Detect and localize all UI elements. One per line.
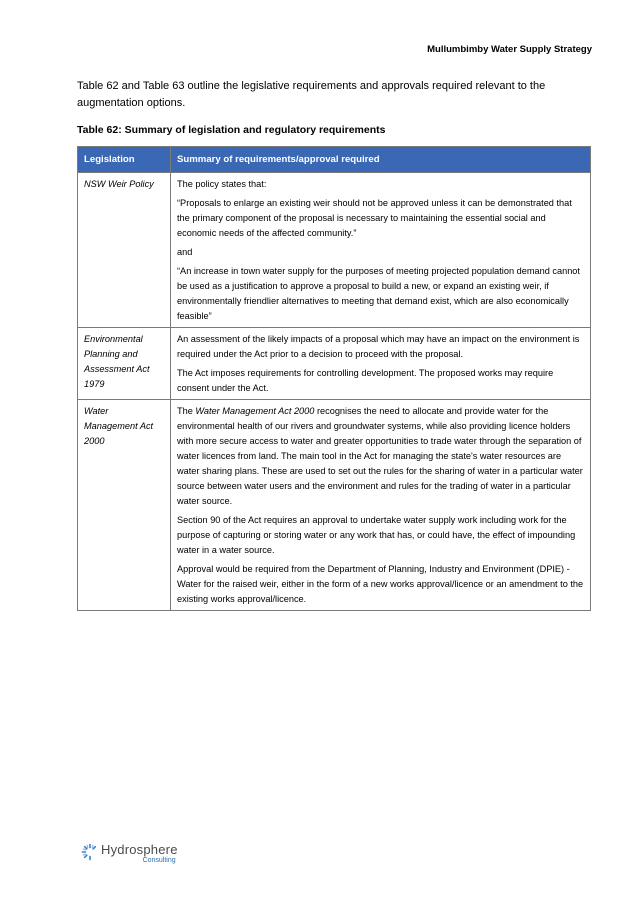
legislation-table xyxy=(77,146,591,611)
hydrosphere-logo-icon xyxy=(81,843,99,861)
legislation-cell: Water Management Act 2000 xyxy=(78,400,171,611)
header-legislation: Legislation xyxy=(78,147,171,173)
summary-paragraph: The policy states that: xyxy=(177,179,267,189)
logo-name: Hydrosphere xyxy=(101,842,178,857)
table-caption: Table 62: Summary of legislation and regulatory requirements xyxy=(77,124,386,136)
table-row xyxy=(78,328,591,400)
summary-paragraph: “Proposals to enlarge an existing weir should not be approved unless it can be demonstrated that the primary component of the proposal is necessary to maintaining the essential social and economic needs of the affected community.” xyxy=(177,198,572,238)
summary-cell xyxy=(171,400,591,611)
header-summary: Summary of requirements/approval required xyxy=(171,147,591,173)
act-name-italic: Water Management Act 2000 xyxy=(195,406,315,416)
summary-paragraph: “An increase in town water supply for the purposes of meeting projected population demand cannot be used as a justification to approve a proposal to build a new, or expand an existing weir, if environmentally friendlier alternatives to meeting that demand exist, which are also economically feasible” xyxy=(177,266,580,321)
logo-subtitle: Consulting xyxy=(142,857,176,864)
hydrosphere-logo xyxy=(81,843,178,865)
intro-paragraph: Table 62 and Table 63 outline the legislative requirements and approvals required relevant to the augmentation options. xyxy=(77,80,546,109)
summary-paragraph: Approval would be required from the Department of Planning, Industry and Environment (DPIE) - Water for the raised weir, either in the form of a new works approval/licence or an amendment to the existing works approval/licence. xyxy=(177,564,584,604)
summary-paragraph xyxy=(177,404,584,509)
summary-paragraph: and xyxy=(177,247,193,257)
summary-cell xyxy=(171,328,591,400)
summary-text: recognises the need to allocate and provide water for the environmental health of our rivers and groundwater systems, while also providing licence holders with more secure access to water and greater opportunities to trade water through the separation of water licences from land. The main tool in the Act for managing the state's water resources are water sharing plans. These are used to set out the rules for the sharing of water in a particular water source between water users and the environment and rules for the trading of water in a particular water source. xyxy=(177,406,583,506)
table-row xyxy=(78,173,591,328)
legislation-cell: Environmental Planning and Assessment Act 1979 xyxy=(78,328,171,400)
summary-cell xyxy=(171,173,591,328)
legislation-cell: NSW Weir Policy xyxy=(78,173,171,328)
summary-paragraph: The Act imposes requirements for controlling development. The proposed works may require consent under the Act. xyxy=(177,368,554,393)
table-row xyxy=(78,400,591,611)
table-header-row xyxy=(78,147,591,173)
summary-paragraph: An assessment of the likely impacts of a proposal which may have an impact on the environment is required under the Act prior to a decision to proceed with the proposal. xyxy=(177,334,580,359)
document-header-title: Mullumbimby Water Supply Strategy xyxy=(427,44,592,55)
summary-text: The xyxy=(177,406,196,416)
summary-paragraph: Section 90 of the Act requires an approval to undertake water supply work including work for the purpose of capturing or storing water or any work that has, or could have, the effect of impounding water in a water source. xyxy=(177,515,576,555)
